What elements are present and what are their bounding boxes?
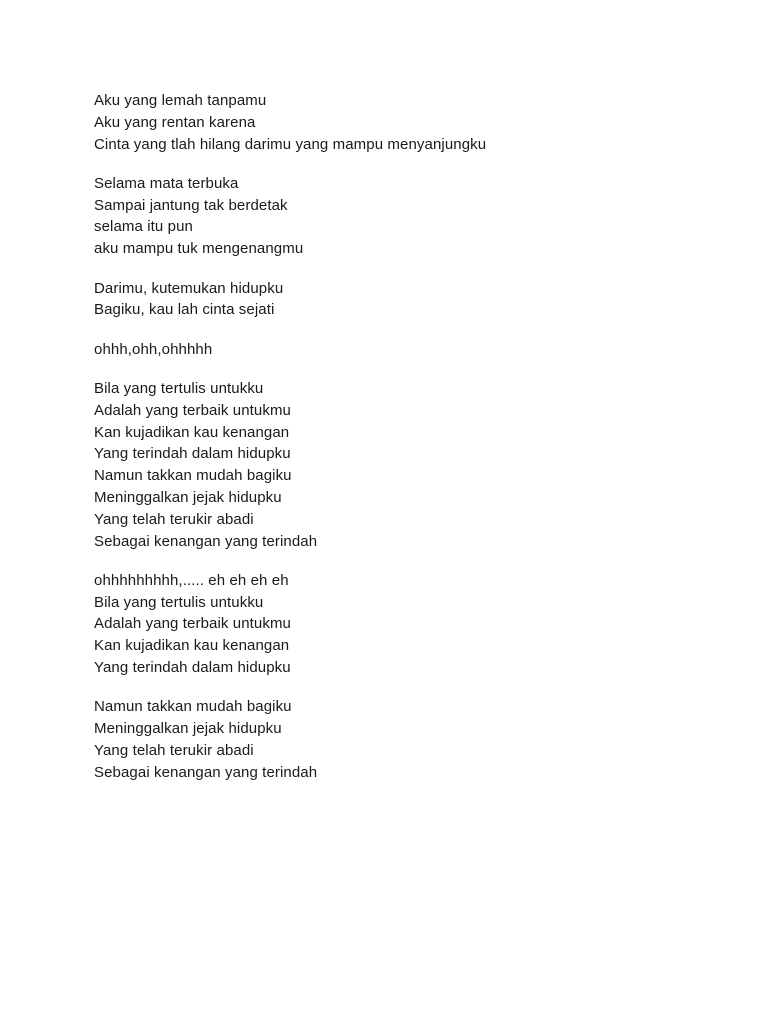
stanza (94, 339, 734, 361)
lyric-line: Aku yang lemah tanpamu (94, 92, 267, 109)
lyric-line: Yang terindah dalam hidupku (94, 445, 291, 463)
stanza (94, 173, 734, 260)
lyrics-body (94, 90, 734, 801)
lyric-line: selama itu pun (94, 218, 193, 236)
lyric-line: Sebagai kenangan yang terindah (94, 763, 318, 781)
lyric-line: Aku yang rentan karena (94, 113, 256, 131)
lyric-line: ohhhhhhhhh,..... eh eh eh eh (94, 571, 289, 589)
stanza (94, 696, 734, 783)
stanza (94, 278, 734, 322)
lyric-line: Adalah yang terbaik untukmu (94, 401, 291, 419)
stanza (94, 90, 734, 155)
lyric-line: Darimu, kutemukan hidupku (94, 279, 284, 297)
stanza (94, 378, 734, 552)
lyric-line: Bagiku, kau lah cinta sejati (94, 301, 275, 319)
lyric-line: ohhh,ohh,ohhhhh (94, 340, 213, 358)
lyric-line: Sampai jantung tak berdetak (94, 196, 288, 214)
lyric-line: Meninggalkan jejak hidupku (94, 720, 282, 738)
lyric-line: Kan kujadikan kau kenangan (94, 423, 290, 441)
lyric-line: Yang telah terukir abadi (94, 510, 254, 528)
lyric-line: Yang terindah dalam hidupku (94, 659, 291, 677)
lyric-line: Yang telah terukir abadi (94, 741, 254, 759)
lyric-line: Namun takkan mudah bagiku (94, 698, 292, 716)
lyric-line: Adalah yang terbaik untukmu (94, 615, 291, 633)
lyric-line: Selama mata terbuka (94, 174, 239, 192)
lyric-line: aku mampu tuk mengenangmu (94, 240, 304, 258)
lyric-line: Cinta yang tlah hilang darimu yang mampu menyanjungku (94, 135, 487, 153)
lyric-line: Bila yang tertulis untukku (94, 379, 264, 397)
lyric-line: Namun takkan mudah bagiku (94, 467, 292, 485)
lyric-line: Kan kujadikan kau kenangan (94, 637, 290, 655)
lyric-line: Meninggalkan jejak hidupku (94, 488, 282, 506)
lyric-line: Bila yang tertulis untukku (94, 593, 264, 611)
lyric-line: Sebagai kenangan yang terindah (94, 532, 318, 550)
stanza (94, 570, 734, 679)
